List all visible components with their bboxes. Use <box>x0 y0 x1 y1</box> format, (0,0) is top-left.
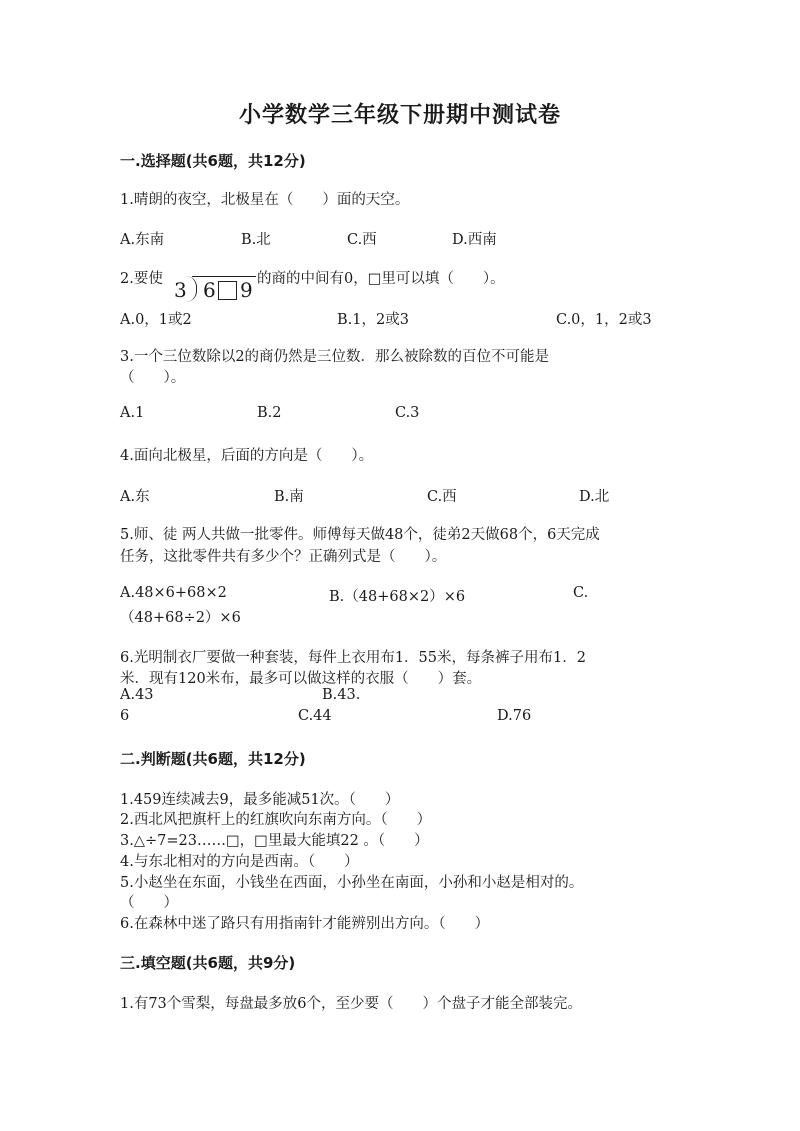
question-stem-line2: 任务，这批零件共有多少个？正确列式是（ ）。 <box>120 549 447 565</box>
option-b: B.43. <box>322 687 361 703</box>
section-heading-fill-in: 三.填空题(共6题，共9分) <box>120 954 296 972</box>
question-stem: 6.光明制衣厂要做一种套装，每件上衣用布1．55米，每条裤子用布1．2 <box>120 650 586 666</box>
option-c: C.西 <box>427 489 457 505</box>
question-stem-line2: 米．现有120米布，最多可以做这样的衣服（ ）套。 <box>120 671 482 687</box>
option-c: C. <box>573 585 589 601</box>
dividend-digit: 9 <box>240 278 253 302</box>
option-b: B.（48+68×2）×6 <box>329 589 466 605</box>
question-stem: 3.一个三位数除以2的商仍然是三位数．那么被除数的百位不可能是 <box>120 349 550 365</box>
option-c: C.西 <box>347 232 377 248</box>
option-b: B.北 <box>241 232 271 248</box>
blank-box <box>218 281 237 300</box>
option-a: A.0，1或2 <box>120 312 192 328</box>
true-false-item: 6.在森林中迷了路只有用指南针才能辨别出方向。（ ） <box>120 916 490 932</box>
long-division-figure <box>172 274 258 304</box>
option-d: D.北 <box>579 489 610 505</box>
question-stem-line2: （ ）。 <box>120 370 186 386</box>
option-a: A.东 <box>120 489 150 505</box>
question-stem-suffix: 的商的中间有0，□里可以填（ ）。 <box>257 271 505 287</box>
question-stem: 4.面向北极星，后面的方向是（ ）。 <box>120 448 374 464</box>
fill-in-item: 1.有73个雪梨，每盘最多放6个，至少要（ ）个盘子才能全部装完。 <box>120 996 583 1012</box>
option-d: D.76 <box>497 708 532 724</box>
option-c: C.44 <box>298 708 332 724</box>
divisor: 3 <box>174 278 187 302</box>
true-false-item: 3.△÷7=23……□，□里最大能填22 。（ ） <box>120 833 429 849</box>
question-stem: 5.师、徒 两人共做一批零件。师傅每天做48个，徒弟2天做68个，6天完成 <box>120 527 600 543</box>
option-a: A.43 <box>120 687 154 703</box>
true-false-item: 1.459连续减去9，最多能减51次。（ ） <box>120 792 400 808</box>
true-false-item: 5.小赵坐在东面，小钱坐在西面，小孙坐在南面，小孙和小赵是相对的。 <box>120 875 584 891</box>
option-c: C.3 <box>395 405 420 421</box>
section-heading-true-false: 二.判断题(共6题，共12分) <box>120 750 306 768</box>
option-c: C.0，1，2或3 <box>556 312 652 328</box>
true-false-item: 4.与东北相对的方向是西南。（ ） <box>120 854 359 870</box>
option-a: A.1 <box>120 405 145 421</box>
section-heading-multiple-choice: 一.选择题(共6题，共12分) <box>120 152 306 170</box>
true-false-item-continued: （ ） <box>120 895 178 911</box>
option-b: B.南 <box>274 489 304 505</box>
page-title: 小学数学三年级下册期中测试卷 <box>238 103 561 128</box>
dividend-digit: 6 <box>203 278 216 302</box>
question-stem: 1.晴朗的夜空，北极星在（ ）面的天空。 <box>120 192 410 208</box>
option-a: A.48×6+68×2 <box>120 585 227 601</box>
division-bracket <box>186 276 197 302</box>
question-stem-prefix: 2.要使 <box>120 271 163 287</box>
division-bar <box>192 276 256 277</box>
option-b: B.1，2或3 <box>337 312 409 328</box>
true-false-item: 2.西北风把旗杆上的红旗吹向东南方向。（ ） <box>120 812 432 828</box>
option-c-text: （48+68÷2）×6 <box>120 610 241 626</box>
option-a: A.东南 <box>120 232 165 248</box>
option-b: B.2 <box>257 405 282 421</box>
option-d: D.西南 <box>452 232 497 248</box>
option-b-continued: 6 <box>120 708 130 724</box>
